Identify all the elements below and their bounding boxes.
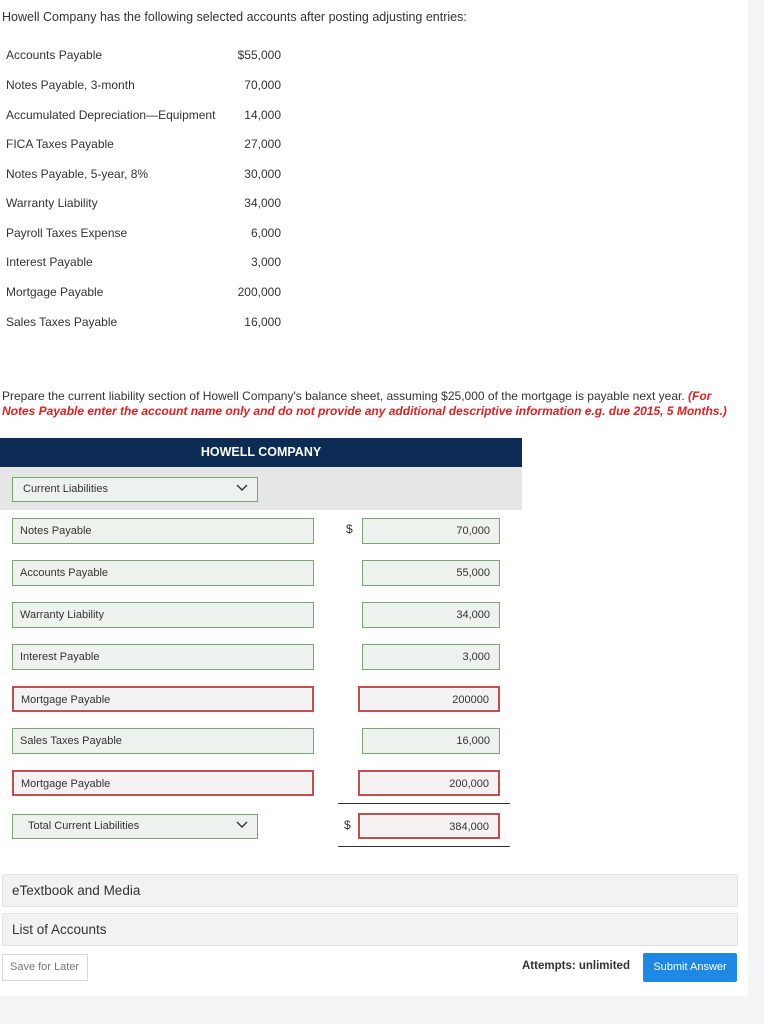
- account-value: 70,000: [244, 78, 281, 92]
- account-name-input[interactable]: Warranty Liability: [12, 602, 314, 628]
- account-label: Accumulated Depreciation—Equipment: [6, 108, 216, 122]
- chevron-down-icon: [235, 818, 249, 832]
- account-name-input[interactable]: Mortgage Payable: [12, 686, 314, 712]
- list-of-accounts-link[interactable]: List of Accounts: [2, 913, 738, 946]
- section-select[interactable]: [12, 477, 258, 502]
- total-double-rule: [338, 846, 510, 847]
- amount-input[interactable]: 200000: [358, 686, 500, 712]
- question-prompt: [2, 389, 742, 419]
- total-select[interactable]: [12, 814, 258, 839]
- account-label: Mortgage Payable: [6, 285, 104, 299]
- account-name-input[interactable]: Accounts Payable: [12, 560, 314, 586]
- prompt-text: Prepare the current liability section of Howell Company's balance sheet, assuming $25,000 of the mortgage is payable next year.: [2, 389, 689, 403]
- account-value: 27,000: [244, 137, 281, 151]
- account-value: 200,000: [237, 285, 281, 299]
- account-label: Notes Payable, 3-month: [6, 78, 135, 92]
- account-value: 16,000: [244, 315, 281, 329]
- currency-symbol: $: [346, 522, 353, 536]
- account-value: $55,000: [237, 48, 281, 62]
- amount-input[interactable]: 34,000: [362, 602, 500, 628]
- etextbook-link[interactable]: eTextbook and Media: [2, 874, 738, 907]
- account-label: Sales Taxes Payable: [6, 315, 118, 329]
- account-label: Warranty Liability: [6, 196, 98, 210]
- intro-text: Howell Company has the following selected accounts after posting adjusting entries:: [2, 10, 467, 24]
- subtotal-rule: [338, 803, 510, 804]
- total-amount-input[interactable]: 384,000: [358, 813, 500, 839]
- account-label: Notes Payable, 5-year, 8%: [6, 167, 149, 181]
- amount-input[interactable]: 200,000: [358, 770, 500, 796]
- account-label: Payroll Taxes Expense: [6, 226, 128, 240]
- account-label: Interest Payable: [6, 255, 93, 269]
- amount-input[interactable]: 70,000: [362, 518, 500, 544]
- account-value: 14,000: [244, 108, 281, 122]
- submit-answer-button[interactable]: Submit Answer: [643, 953, 737, 982]
- currency-symbol: $: [344, 818, 351, 832]
- total-select-value: Total Current Liabilities: [28, 820, 140, 832]
- amount-input[interactable]: 3,000: [362, 644, 500, 670]
- account-label: Accounts Payable: [6, 48, 103, 62]
- account-value: 3,000: [250, 255, 281, 269]
- account-name-input[interactable]: Notes Payable: [12, 518, 314, 544]
- amount-input[interactable]: 55,000: [362, 560, 500, 586]
- account-label: FICA Taxes Payable: [6, 137, 114, 151]
- account-value: 6,000: [250, 226, 281, 240]
- prompt-note: (For Notes Payable enter the account name only and do not provide any additional descriptive information e.g. due 2015, 5 Months.): [2, 389, 727, 418]
- amount-input[interactable]: 16,000: [362, 728, 500, 754]
- account-value: 34,000: [244, 196, 281, 210]
- section-select-value: Current Liabilities: [23, 483, 108, 495]
- save-for-later-button[interactable]: Save for Later: [2, 954, 88, 981]
- chevron-down-icon: [235, 481, 249, 495]
- account-name-input[interactable]: Mortgage Payable: [12, 770, 314, 796]
- company-header: HOWELL COMPANY: [0, 438, 522, 467]
- account-name-input[interactable]: Sales Taxes Payable: [12, 728, 314, 754]
- account-value: 30,000: [244, 167, 281, 181]
- attempts-text: Attempts: unlimited: [522, 960, 630, 972]
- account-name-input[interactable]: Interest Payable: [12, 644, 314, 670]
